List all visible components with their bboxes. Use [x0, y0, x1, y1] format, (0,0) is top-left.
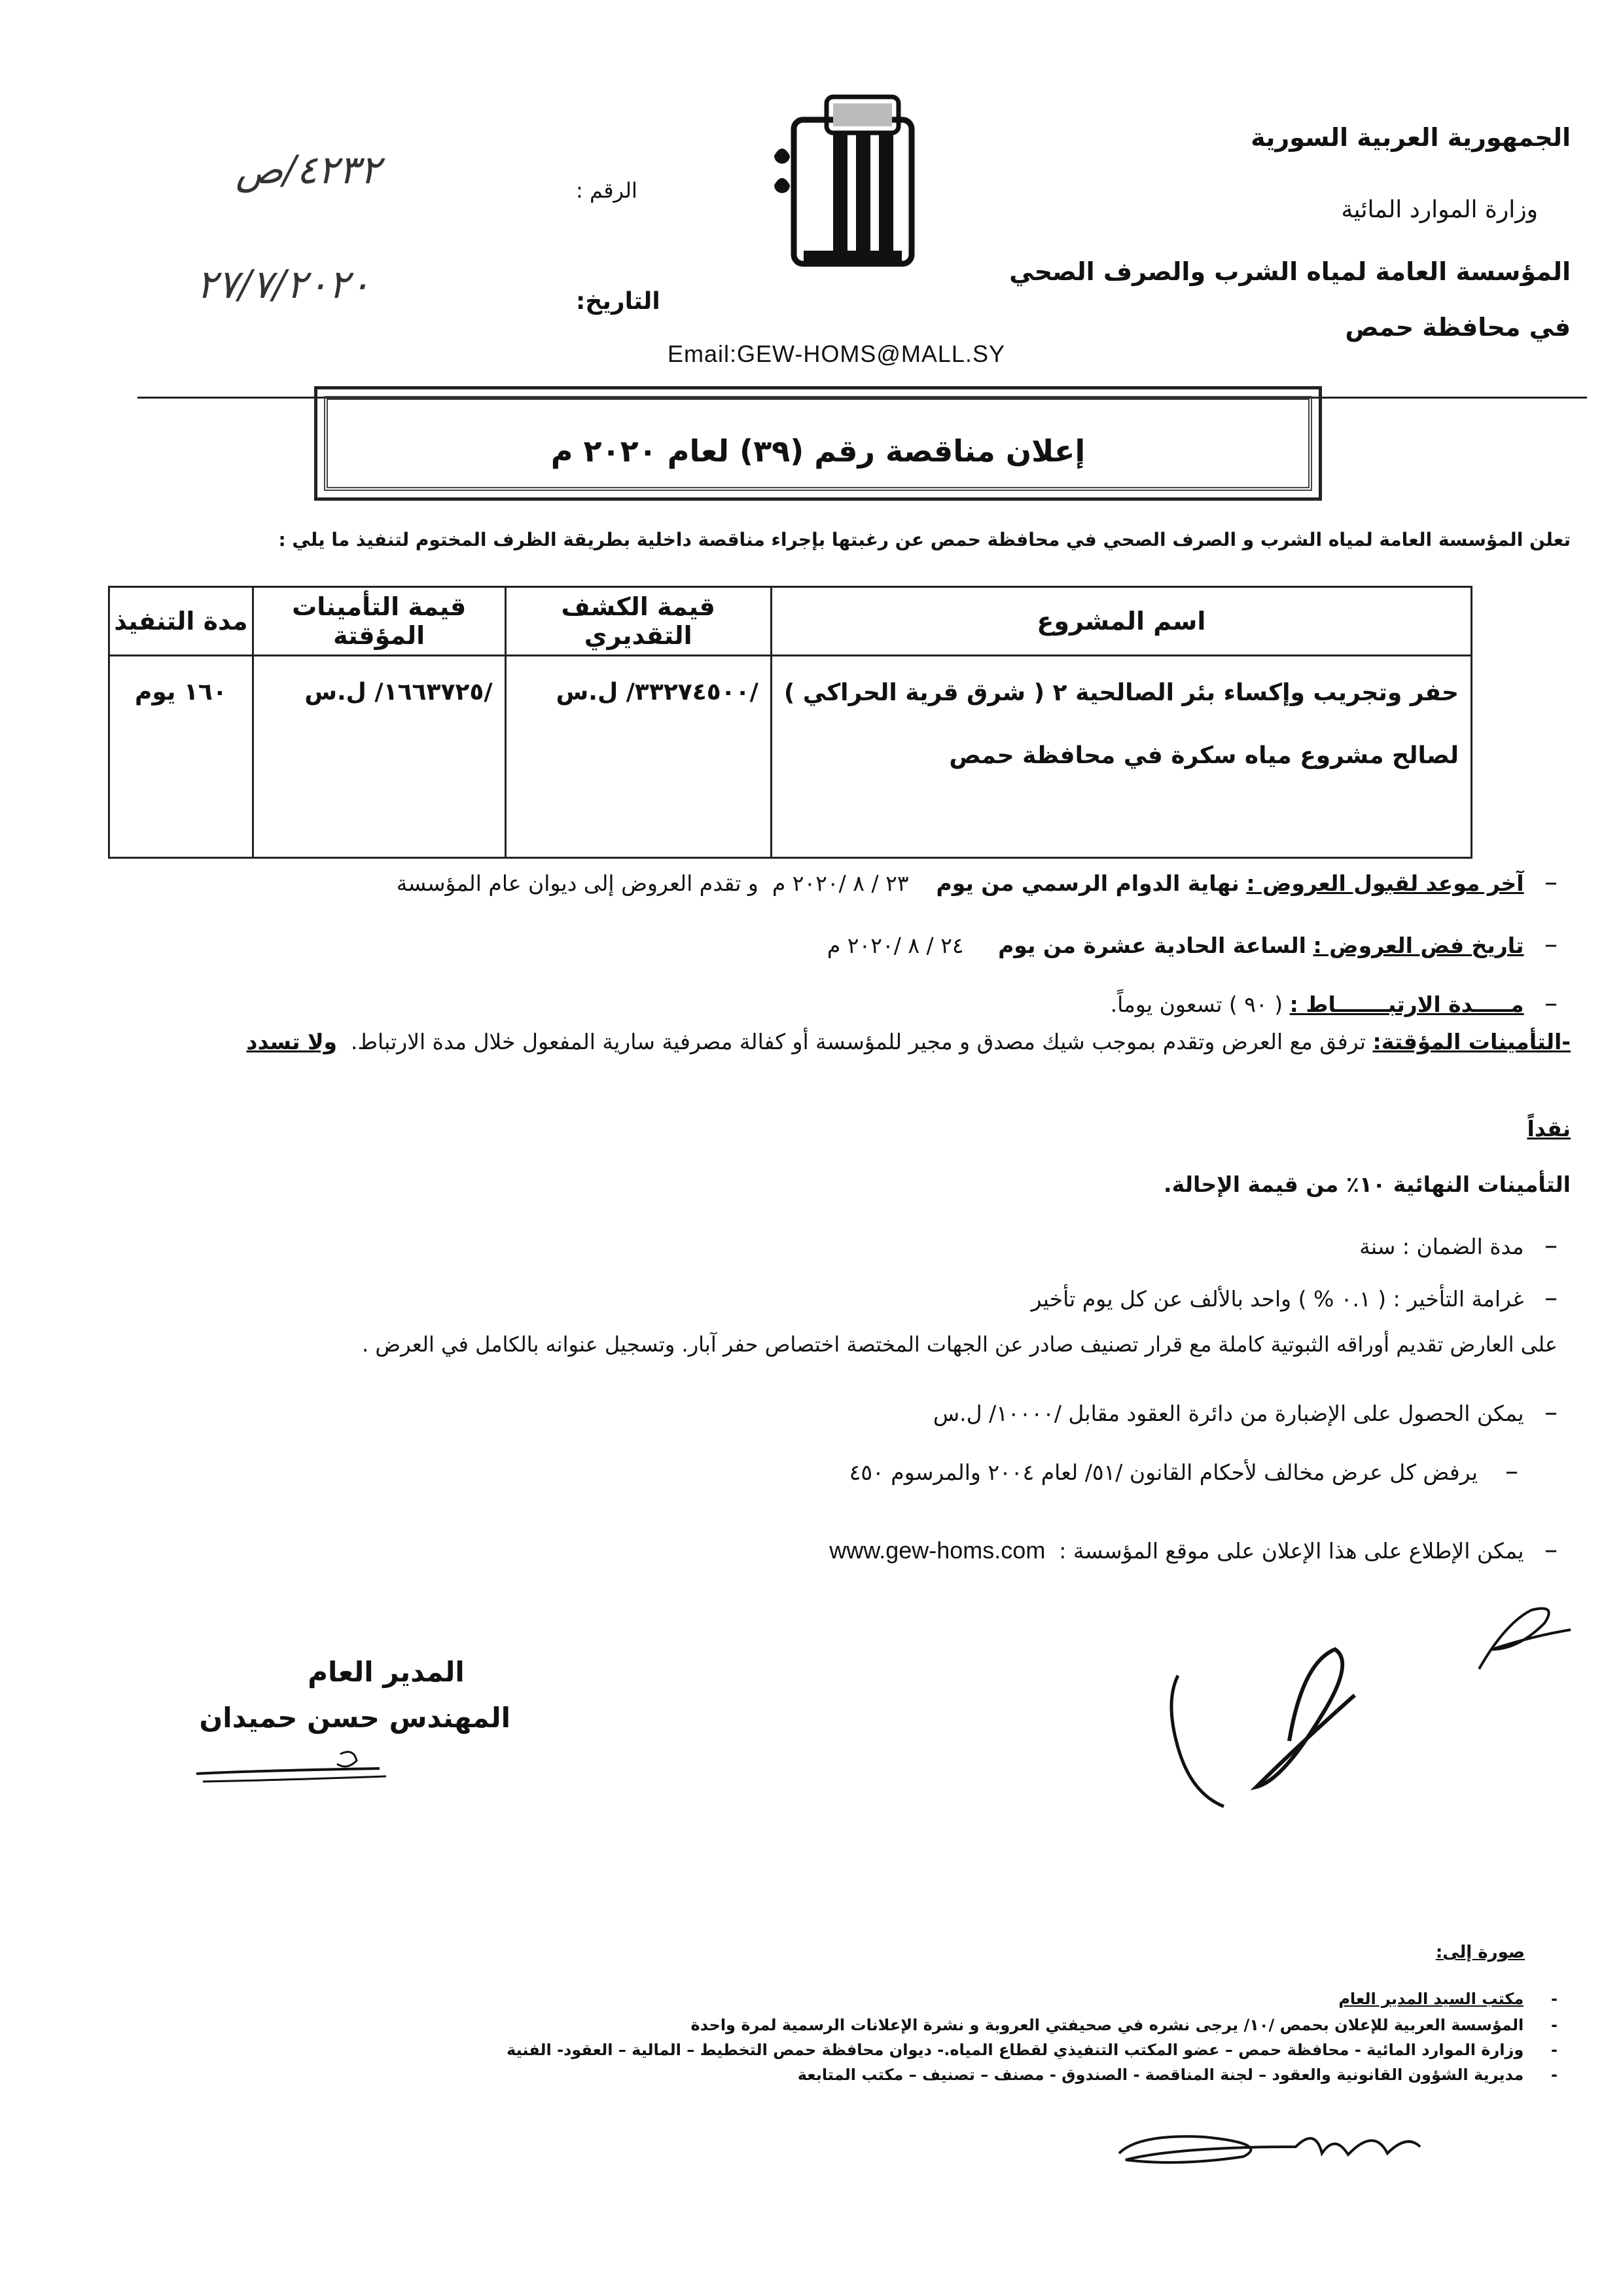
- term-dossier: [933, 1397, 1558, 1427]
- signature-position: المدير العام: [308, 1656, 465, 1688]
- cc-label: صورة إلى:: [1435, 1943, 1525, 1962]
- bullet-dash: –: [1505, 1456, 1518, 1486]
- header-governorate: في محافظة حمص: [1345, 313, 1571, 342]
- term-final-deposit: التأمينات النهائية ١٠٪ من قيمة الإحالة.: [1164, 1172, 1571, 1197]
- col-header-duration: مدة التنفيذ: [109, 587, 253, 656]
- term-penalty: [1031, 1283, 1558, 1313]
- bullet-dash: –: [1544, 1397, 1558, 1427]
- establishment-logo-icon: [758, 84, 954, 274]
- website-text: يمكن الإطلاع على هذا الإعلان على موقع المؤسسة :: [1059, 1538, 1524, 1564]
- tender-table: [108, 586, 1472, 859]
- deadline-text: نهاية الدوام الرسمي من يوم: [936, 870, 1240, 896]
- website-link[interactable]: www.gew-homs.com: [829, 1537, 1046, 1564]
- bullet-dash: –: [1544, 867, 1558, 897]
- penalty-text: غرامة التأخير : ( ٠.١ % ) واحد بالألف عن كل يوم تأخير: [1031, 1286, 1524, 1312]
- temp-deposit-text: ترفق مع العرض وتقدم بموجب شيك مصدق و مجير للمؤسسة أو كفالة مصرفية سارية المفعول خلال مدة الارتباط.: [351, 1029, 1366, 1054]
- opening-text: الساعة الحادية عشرة من يوم: [998, 933, 1306, 958]
- cc-item: المؤسسة العربية للإعلان بحمص /١٠/ يرجى نشره في صحيفتي العروبة و نشرة الإعلانات الرسمية لمرة واحدة: [690, 2016, 1524, 2034]
- commitment-text: ( ٩٠ ) تسعون يوماً.: [1110, 992, 1283, 1017]
- cc-item: مكتب السيد المدير العام: [1338, 1990, 1524, 2008]
- term-reject: [849, 1456, 1518, 1486]
- guarantee-text: مدة الضمان : سنة: [1359, 1234, 1524, 1259]
- term-cash: نقداً: [1527, 1116, 1571, 1141]
- deadline-date: ٢٣ / ٨ /٢٠٢٠ م: [772, 870, 909, 896]
- bullet-dash: -: [1551, 1990, 1558, 2008]
- cell-estimate: /٣٣٢٧٤٥٠٠/ ل.س: [505, 656, 771, 858]
- cc-line-1: [1338, 1990, 1558, 2008]
- signature-name: المهندس حسن حميدان: [199, 1702, 510, 1734]
- number-label: الرقم :: [576, 178, 637, 203]
- col-header-estimate: قيمة الكشف التقديري: [505, 587, 771, 656]
- bullet-dash: -: [1551, 2066, 1558, 2084]
- cc-line-4: [798, 2066, 1558, 2084]
- commitment-label: مـــــدة الارتبـــــــاط :: [1289, 992, 1524, 1017]
- bullet-dash: –: [1544, 988, 1558, 1018]
- term-website: [829, 1535, 1558, 1565]
- header-establishment: المؤسسة العامة لمياه الشرب والصرف الصحي: [1009, 257, 1571, 286]
- dossier-text: يمكن الحصول على الإضبارة من دائرة العقود مقابل /١٠٠٠٠/ ل.س: [933, 1401, 1524, 1426]
- date-value-handwritten: ٢٧/٧/٢٠٢٠: [196, 262, 371, 308]
- initials-signature-icon: [1099, 2108, 1492, 2179]
- opening-date: ٢٤ / ٨ /٢٠٢٠ م: [827, 933, 964, 958]
- page-title: إعلان مناقصة رقم (٣٩) لعام ٢٠٢٠ م: [550, 433, 1086, 469]
- cc-item: مديرية الشؤون القانونية والعقود – لجنة المناقصة - الصندوق - مصنف – تصنيف – مكتب المتابعة: [797, 2066, 1524, 2084]
- bullet-dash: –: [1544, 1535, 1558, 1565]
- term-temp-deposit: [247, 1029, 1571, 1054]
- bullet-dash: –: [1544, 1283, 1558, 1313]
- header-ministry: وزارة الموارد المائية: [1341, 196, 1538, 223]
- cc-line-3: [507, 2041, 1558, 2059]
- cell-duration: ١٦٠ يوم: [109, 656, 253, 858]
- table-row: [109, 656, 1472, 858]
- temp-deposit-tail: ولا تسدد: [246, 1029, 338, 1054]
- project-line-1: حفر وتجريب وإكساء بئر الصالحية ٢ ( شرق قرية الحراكي ): [783, 679, 1459, 706]
- term-documents: على العارض تقديم أوراقه الثبوتية كاملة مع قرار تصنيف صادر عن الجهات المختصة اختصاص حفر آبار. وتسجيل عنوانه بالكامل في العرض .: [362, 1332, 1558, 1357]
- col-header-project: اسم المشروع: [771, 587, 1471, 656]
- cc-line-2: [691, 2016, 1558, 2034]
- director-signature-icon: [1139, 1584, 1597, 1833]
- term-guarantee: [1359, 1230, 1558, 1261]
- reject-text: يرفض كل عرض مخالف لأحكام القانون /٥١/ لعام ٢٠٠٤ والمرسوم ٤٥٠: [849, 1460, 1478, 1485]
- cc-item: وزارة الموارد المائية - محافظة حمص – عضو المكتب التنفيذي لقطاع المياه.- ديوان محافظة حمص التخطيط – المالية – العقود- الفنية: [507, 2041, 1524, 2059]
- cell-project: [771, 656, 1471, 858]
- bullet-dash: -: [1551, 2016, 1558, 2034]
- cell-deposit: /١٦٦٣٧٢٥/ ل.س: [253, 656, 505, 858]
- deadline-label: آخر موعد لقبول العروض :: [1246, 870, 1524, 896]
- bullet-dash: –: [1544, 1230, 1558, 1261]
- opening-label: تاريخ فض العروض :: [1313, 933, 1524, 958]
- deadline-tail: و تقدم العروض إلى ديوان عام المؤسسة: [396, 870, 758, 896]
- small-signature-icon: [183, 1734, 393, 1793]
- table-header-row: [109, 587, 1472, 656]
- number-value-handwritten: ٤٢٣٢/ص: [236, 147, 381, 193]
- email-address: Email:GEW-HOMS@MALL.SY: [668, 340, 1005, 367]
- bullet-dash: –: [1544, 929, 1558, 960]
- col-header-deposit: قيمة التأمينات المؤقتة: [253, 587, 505, 656]
- term-deadline: [397, 867, 1558, 897]
- temp-deposit-label: -التأمينات المؤقتة:: [1372, 1029, 1571, 1054]
- header-republic: الجمهورية العربية السورية: [1251, 123, 1571, 152]
- project-line-2: لصالح مشروع مياه سكرة في محافظة حمص: [949, 742, 1459, 769]
- term-opening: [827, 929, 1558, 960]
- bullet-dash: -: [1551, 2041, 1558, 2059]
- date-label: التاريخ:: [576, 288, 660, 315]
- term-commitment: [1111, 988, 1558, 1018]
- intro-text: تعلن المؤسسة العامة لمياه الشرب و الصرف الصحي في محافظة حمص عن رغبتها بإجراء مناقصة داخلية بطريقة الظرف المختوم لتنفيذ ما يلي :: [278, 529, 1571, 550]
